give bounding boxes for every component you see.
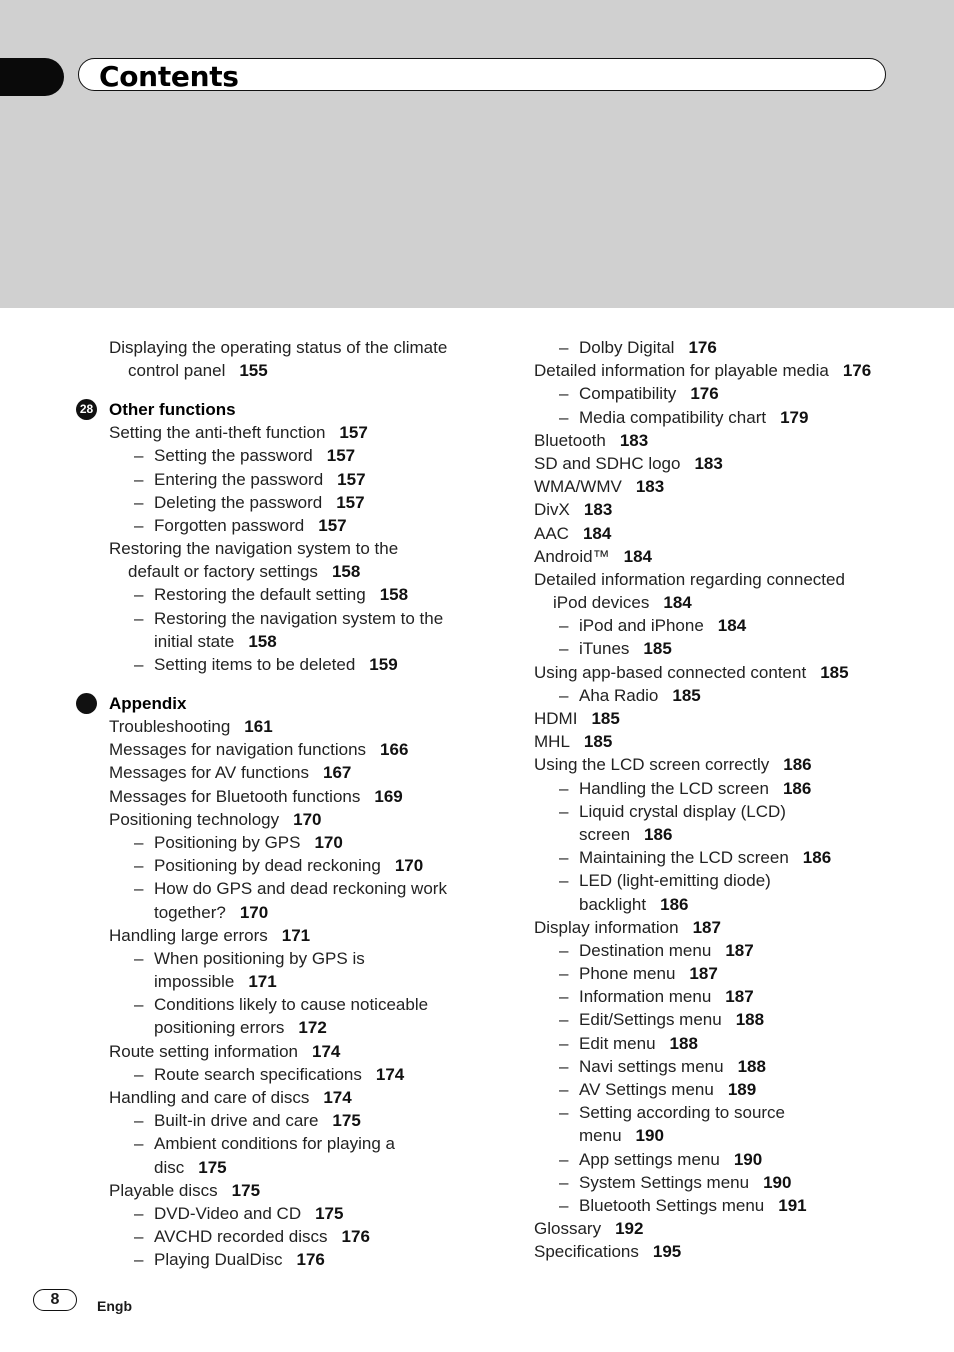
- toc-page-number: 185: [583, 732, 613, 752]
- toc-entry-title: Dolby Digital: [579, 338, 675, 357]
- toc-page-number: 161: [244, 717, 273, 736]
- toc-entry[interactable]: [109, 924, 529, 947]
- toc-entry[interactable]: [109, 560, 529, 583]
- toc-entry[interactable]: [109, 1086, 529, 1109]
- toc-left-column: [79, 336, 529, 1272]
- toc-page-number: 167: [323, 763, 352, 783]
- dash-bullet: –: [134, 1227, 144, 1247]
- toc-entry[interactable]: [534, 846, 954, 869]
- dash-bullet: –: [134, 469, 144, 489]
- toc-entry[interactable]: [534, 336, 954, 359]
- toc-entry[interactable]: [534, 916, 954, 939]
- toc-entry-title: Using the LCD screen correctly: [534, 755, 770, 775]
- toc-entry[interactable]: [109, 1179, 529, 1202]
- toc-page-number: 184: [582, 523, 612, 543]
- toc-entry[interactable]: [109, 444, 529, 467]
- toc-entry[interactable]: [534, 1008, 954, 1031]
- toc-page-number: 170: [314, 832, 343, 852]
- toc-entry[interactable]: [534, 498, 954, 521]
- toc-entry-title: Using app-based connected content: [534, 662, 807, 682]
- toc-page-number: 186: [783, 755, 812, 775]
- dash-bullet: –: [559, 940, 569, 960]
- toc-page-number: 187: [725, 987, 754, 1007]
- toc-page-number: 185: [643, 639, 672, 659]
- toc-page-number: 157: [326, 446, 356, 466]
- toc-entry[interactable]: [109, 831, 529, 854]
- toc-entry-title: Ambient conditions for playing a: [154, 1134, 395, 1154]
- toc-page-number: 189: [727, 1080, 757, 1099]
- toc-page-number: 190: [733, 1149, 763, 1169]
- toc-entry[interactable]: [534, 522, 954, 545]
- toc-entry-title: Edit/Settings menu: [579, 1010, 722, 1030]
- toc-entry-title: Positioning technology: [109, 809, 280, 829]
- toc-entry[interactable]: [534, 962, 954, 985]
- toc-entry-title: Handling and care of discs: [109, 1088, 310, 1107]
- toc-entry[interactable]: [109, 901, 529, 924]
- dash-bullet: –: [559, 987, 569, 1007]
- toc-entry-title: HDMI: [534, 709, 578, 728]
- toc-page-number: 195: [652, 1242, 682, 1262]
- toc-page-number: 179: [780, 407, 809, 427]
- dash-bullet: –: [559, 848, 569, 868]
- dash-bullet: –: [559, 1103, 569, 1123]
- toc-page-number: 158: [379, 585, 409, 605]
- toc-entry-title: DivX: [534, 500, 570, 520]
- toc-entry[interactable]: [534, 359, 954, 382]
- section-gap: [109, 676, 529, 692]
- toc-entry-title: Information menu: [579, 987, 712, 1007]
- dash-bullet: –: [134, 515, 144, 535]
- toc-entry-title: Destination menu: [579, 940, 712, 960]
- toc-entry[interactable]: [109, 630, 529, 653]
- toc-entry-title: Positioning by dead reckoning: [154, 856, 381, 876]
- page-title: Contents: [99, 60, 239, 93]
- section-gap: [109, 382, 529, 398]
- toc-entry[interactable]: [534, 869, 954, 892]
- toc-entry-title: Bluetooth: [534, 430, 606, 450]
- dash-bullet: –: [559, 338, 569, 357]
- chapter-tab: [0, 58, 64, 96]
- toc-page-number: 190: [763, 1172, 792, 1192]
- toc-entry[interactable]: [109, 715, 529, 738]
- language-code: Engb: [97, 1298, 132, 1314]
- toc-page-number: 186: [802, 848, 832, 868]
- toc-entry-title: Specifications: [534, 1242, 639, 1262]
- dash-bullet: –: [134, 446, 144, 466]
- dash-bullet: –: [134, 585, 144, 605]
- toc-entry[interactable]: [534, 684, 954, 707]
- toc-entry-title: When positioning by GPS is: [154, 948, 365, 968]
- toc-entry-title: LED (light-emitting diode): [579, 871, 771, 891]
- toc-page-number: 184: [623, 546, 652, 566]
- toc-entry-title: iPod and iPhone: [579, 616, 704, 636]
- dash-bullet: –: [559, 1056, 569, 1076]
- dash-bullet: –: [134, 995, 144, 1015]
- toc-entry-title: Navi settings menu: [579, 1056, 724, 1076]
- toc-entry[interactable]: [109, 336, 529, 359]
- toc-entry[interactable]: [534, 893, 954, 916]
- dash-bullet: –: [559, 407, 569, 427]
- toc-entry-title: Displaying the operating status of the climate: [109, 338, 448, 357]
- toc-entry[interactable]: [109, 761, 529, 784]
- toc-entry[interactable]: [109, 877, 529, 900]
- toc-right-column: [534, 336, 954, 1264]
- dash-bullet: –: [559, 639, 569, 659]
- toc-entry-title: iPod devices: [553, 593, 650, 613]
- toc-page-number: 171: [281, 925, 311, 945]
- toc-page-number: 175: [332, 1111, 361, 1131]
- dash-bullet: –: [134, 608, 144, 628]
- toc-page-number: 171: [248, 972, 277, 992]
- toc-page-number: 186: [644, 824, 673, 844]
- toc-page-number: 192: [615, 1219, 644, 1239]
- toc-entry[interactable]: [109, 1063, 529, 1086]
- dash-bullet: –: [559, 871, 569, 891]
- toc-entry[interactable]: [109, 1202, 529, 1225]
- toc-entry-title: Restoring the default setting: [154, 585, 366, 605]
- toc-entry[interactable]: [109, 1225, 529, 1248]
- toc-page-number: 166: [380, 740, 409, 760]
- toc-entry-title: iTunes: [579, 639, 630, 659]
- toc-entry-title: Deleting the password: [154, 492, 323, 512]
- toc-entry-title: Restoring the navigation system to the: [109, 539, 399, 559]
- toc-entry-title: DVD-Video and CD: [154, 1203, 302, 1223]
- toc-entry-title: Display information: [534, 917, 679, 937]
- toc-entry-title: Setting according to source: [579, 1103, 786, 1123]
- toc-entry[interactable]: [534, 1124, 954, 1147]
- toc-page-number: 170: [239, 902, 269, 922]
- toc-entry[interactable]: [534, 545, 954, 568]
- toc-entry[interactable]: [109, 607, 529, 630]
- toc-page-number: 157: [339, 423, 368, 443]
- toc-page-number: 157: [337, 469, 366, 489]
- toc-page-number: 159: [369, 655, 398, 675]
- toc-entry[interactable]: [534, 1171, 954, 1194]
- toc-page-number: 188: [737, 1056, 766, 1076]
- toc-entry[interactable]: [534, 591, 954, 614]
- toc-entry-title: together?: [154, 902, 226, 922]
- dash-bullet: –: [559, 1080, 569, 1099]
- toc-entry-title: Detailed information for playable media: [534, 361, 829, 381]
- toc-entry[interactable]: [109, 854, 529, 877]
- dash-bullet: –: [134, 1203, 144, 1223]
- dash-bullet: –: [134, 856, 144, 876]
- chapter-number-badge: 28: [76, 399, 97, 420]
- toc-entry[interactable]: [534, 475, 954, 498]
- toc-entry-title: Android™: [534, 546, 610, 566]
- toc-entry[interactable]: [534, 777, 954, 800]
- toc-page-number: 174: [323, 1088, 352, 1107]
- toc-entry-title: Route search specifications: [154, 1064, 362, 1084]
- toc-entry[interactable]: [109, 1156, 529, 1179]
- dash-bullet: –: [559, 1195, 569, 1215]
- toc-page-number: 188: [735, 1010, 765, 1030]
- toc-entry[interactable]: [534, 637, 954, 660]
- toc-entry-title: Messages for AV functions: [109, 763, 310, 783]
- toc-page-number: 184: [663, 593, 692, 613]
- toc-page-number: 185: [820, 662, 849, 682]
- dash-bullet: –: [559, 1033, 569, 1053]
- toc-page-number: 176: [842, 361, 872, 381]
- toc-page-number: 155: [239, 361, 268, 381]
- dash-bullet: –: [134, 1064, 144, 1084]
- toc-page-number: 187: [689, 964, 718, 984]
- dash-bullet: –: [134, 1111, 144, 1131]
- dash-bullet: –: [134, 1250, 144, 1270]
- toc-entry-title: menu: [579, 1126, 622, 1146]
- toc-entry[interactable]: [534, 1194, 954, 1217]
- toc-entry-title: Maintaining the LCD screen: [579, 848, 789, 868]
- toc-entry[interactable]: [109, 514, 529, 537]
- toc-entry[interactable]: [534, 406, 954, 429]
- toc-entry-title: MHL: [534, 732, 570, 752]
- dash-bullet: –: [559, 1149, 569, 1169]
- dash-bullet: –: [134, 948, 144, 968]
- toc-entry-title: disc: [154, 1157, 185, 1177]
- toc-page-number: 186: [782, 778, 812, 798]
- toc-entry-title: Handling large errors: [109, 925, 268, 945]
- toc-entry-title: App settings menu: [579, 1149, 720, 1169]
- toc-page-number: 183: [583, 500, 613, 520]
- toc-entry-title: impossible: [154, 972, 235, 992]
- toc-entry[interactable]: [534, 939, 954, 962]
- dash-bullet: –: [559, 801, 569, 821]
- dash-bullet: –: [559, 685, 569, 705]
- toc-entry-title: Forgotten password: [154, 515, 305, 535]
- toc-entry[interactable]: [109, 1040, 529, 1063]
- dash-bullet: –: [134, 655, 144, 675]
- toc-entry-title: Compatibility: [579, 384, 677, 404]
- toc-entry-title: Conditions likely to cause noticeable: [154, 995, 429, 1015]
- toc-page-number: 176: [690, 384, 719, 404]
- toc-entry-title: AAC: [534, 523, 569, 543]
- dash-bullet: –: [559, 384, 569, 404]
- dash-bullet: –: [134, 492, 144, 512]
- toc-entry-title: Phone menu: [579, 964, 676, 984]
- toc-entry-title: screen: [579, 824, 631, 844]
- toc-entry[interactable]: [534, 429, 954, 452]
- toc-entry[interactable]: [109, 738, 529, 761]
- dash-bullet: –: [559, 1172, 569, 1192]
- toc-entry[interactable]: [534, 707, 954, 730]
- toc-entry[interactable]: [109, 421, 529, 444]
- page-number: 8: [33, 1289, 77, 1311]
- toc-entry-title: Built-in drive and care: [154, 1111, 319, 1131]
- toc-entry[interactable]: [109, 947, 529, 970]
- chapter-number-badge: [76, 693, 97, 714]
- toc-page-number: 176: [296, 1250, 325, 1270]
- toc-page-number: 191: [778, 1195, 807, 1215]
- toc-entry-title: Other functions: [109, 399, 236, 419]
- toc-entry[interactable]: [109, 537, 529, 560]
- toc-entry-title: Setting items to be deleted: [154, 655, 356, 675]
- toc-entry-title: Playable discs: [109, 1180, 218, 1200]
- toc-entry[interactable]: [534, 985, 954, 1008]
- toc-page-number: 174: [375, 1064, 405, 1084]
- toc-entry-title: AVCHD recorded discs: [154, 1227, 328, 1247]
- toc-entry[interactable]: [109, 653, 529, 676]
- toc-entry-title: Edit menu: [579, 1033, 656, 1053]
- toc-entry-title: WMA/WMV: [534, 477, 622, 497]
- toc-entry[interactable]: [534, 614, 954, 637]
- toc-entry-title: Positioning by GPS: [154, 832, 301, 852]
- toc-entry-title: Troubleshooting: [109, 717, 231, 736]
- toc-entry[interactable]: [109, 808, 529, 831]
- toc-entry-title: Setting the password: [154, 446, 313, 466]
- toc-entry-title: backlight: [579, 894, 647, 914]
- toc-entry-title: Media compatibility chart: [579, 407, 767, 427]
- toc-entry[interactable]: [109, 359, 529, 382]
- toc-page-number: 157: [318, 515, 347, 535]
- toc-entry-title: Setting the anti-theft function: [109, 423, 326, 443]
- toc-entry[interactable]: [109, 1109, 529, 1132]
- toc-entry[interactable]: [109, 468, 529, 491]
- toc-entry[interactable]: [534, 452, 954, 475]
- toc-page-number: 175: [198, 1157, 227, 1177]
- toc-page-number: 157: [336, 492, 365, 512]
- toc-entry[interactable]: [109, 583, 529, 606]
- toc-page-number: 158: [331, 562, 361, 582]
- toc-page-number: 187: [725, 940, 754, 960]
- toc-entry[interactable]: [534, 661, 954, 684]
- toc-page-number: 170: [293, 809, 322, 829]
- toc-page-number: 184: [717, 616, 747, 636]
- toc-page-number: 176: [341, 1227, 370, 1247]
- dash-bullet: –: [559, 778, 569, 798]
- dash-bullet: –: [559, 964, 569, 984]
- dash-bullet: –: [134, 879, 144, 899]
- toc-entry-title: Liquid crystal display (LCD): [579, 801, 786, 821]
- toc-page-number: 174: [312, 1041, 341, 1061]
- toc-section-heading[interactable]: [109, 692, 529, 715]
- toc-entry-title: Messages for Bluetooth functions: [109, 786, 361, 806]
- toc-page-number: 185: [672, 685, 701, 705]
- toc-entry[interactable]: [534, 1240, 954, 1263]
- toc-entry[interactable]: [534, 1217, 954, 1240]
- toc-page-number: 183: [619, 430, 649, 450]
- toc-entry-title: initial state: [154, 631, 235, 651]
- toc-entry-title: Aha Radio: [579, 685, 659, 705]
- toc-entry-title: AV Settings menu: [579, 1080, 714, 1099]
- toc-entry[interactable]: [109, 970, 529, 993]
- toc-entry-title: Entering the password: [154, 469, 324, 489]
- toc-entry-title: positioning errors: [154, 1018, 285, 1038]
- toc-entry[interactable]: [534, 1101, 954, 1124]
- toc-entry-title: Playing DualDisc: [154, 1250, 283, 1270]
- toc-entry-title: Glossary: [534, 1219, 602, 1239]
- dash-bullet: –: [559, 1010, 569, 1030]
- toc-page-number: 186: [660, 894, 689, 914]
- toc-entry-title: Detailed information regarding connected: [534, 569, 845, 589]
- toc-entry[interactable]: [109, 1016, 529, 1039]
- toc-entry[interactable]: [109, 785, 529, 808]
- toc-entry-title: control panel: [128, 361, 226, 381]
- toc-entry[interactable]: [534, 800, 954, 823]
- toc-entry-title: Appendix: [109, 693, 187, 713]
- header-banner: [0, 0, 954, 308]
- toc-entry-title: Bluetooth Settings menu: [579, 1195, 765, 1215]
- toc-page-number: 169: [374, 786, 403, 806]
- toc-page-number: 183: [635, 477, 665, 497]
- toc-page-number: 188: [669, 1033, 698, 1053]
- toc-entry-title: System Settings menu: [579, 1172, 750, 1192]
- toc-entry[interactable]: [534, 382, 954, 405]
- toc-page-number: 175: [231, 1180, 261, 1200]
- toc-page-number: 175: [315, 1203, 344, 1223]
- toc-entry[interactable]: [109, 1132, 529, 1155]
- toc-page-number: 187: [692, 917, 721, 937]
- toc-page-number: 176: [688, 338, 717, 357]
- toc-page-number: 190: [635, 1126, 664, 1146]
- toc-entry[interactable]: [534, 753, 954, 776]
- toc-entry[interactable]: [534, 568, 954, 591]
- dash-bullet: –: [134, 832, 144, 852]
- dash-bullet: –: [559, 616, 569, 636]
- toc-entry-title: Restoring the navigation system to the: [154, 608, 444, 628]
- toc-entry[interactable]: [534, 1032, 954, 1055]
- toc-entry-title: Route setting information: [109, 1041, 298, 1061]
- toc-entry-title: SD and SDHC logo: [534, 453, 681, 473]
- toc-page-number: 158: [248, 631, 277, 651]
- toc-entry-title: How do GPS and dead reckoning work: [154, 879, 447, 899]
- toc-page-number: 185: [591, 709, 620, 728]
- toc-entry-title: default or factory settings: [128, 562, 318, 582]
- toc-entry[interactable]: [534, 1148, 954, 1171]
- toc-entry[interactable]: [534, 1078, 954, 1101]
- toc-page-number: 183: [694, 453, 723, 473]
- toc-page-number: 170: [394, 856, 424, 876]
- toc-entry[interactable]: [109, 993, 529, 1016]
- toc-entry-title: Messages for navigation functions: [109, 740, 367, 760]
- toc-entry-title: Handling the LCD screen: [579, 778, 769, 798]
- toc-page-number: 172: [298, 1018, 327, 1038]
- title-frame: [78, 58, 886, 91]
- toc-entry[interactable]: [534, 823, 954, 846]
- toc-entry[interactable]: [109, 491, 529, 514]
- toc-entry[interactable]: [534, 1055, 954, 1078]
- dash-bullet: –: [134, 1134, 144, 1154]
- toc-section-heading[interactable]: [79, 398, 529, 421]
- toc-entry[interactable]: [109, 1248, 529, 1271]
- toc-entry[interactable]: [534, 730, 954, 753]
